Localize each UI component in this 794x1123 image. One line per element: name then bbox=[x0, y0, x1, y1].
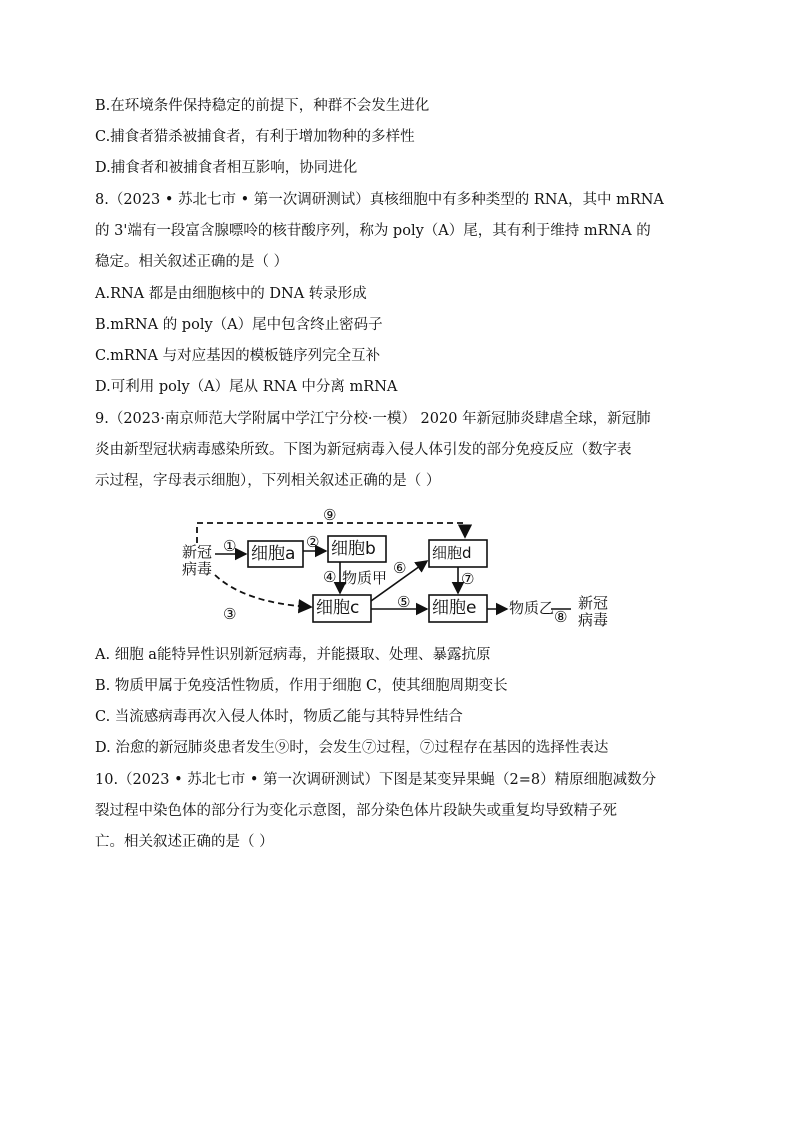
arrow-3 bbox=[215, 575, 311, 607]
cell-c-label: 细胞c bbox=[316, 598, 360, 618]
step-3-label: ③ bbox=[223, 605, 237, 623]
step-8-label: ⑧ bbox=[554, 608, 568, 626]
question-10-line-2: 裂过程中染色体的部分行为变化示意图，部分染色体片段缺失或重复均导致精子死 bbox=[95, 803, 617, 819]
cell-d-label: 细胞d bbox=[432, 544, 472, 562]
cell-b-label: 细胞b bbox=[331, 539, 376, 559]
option-b-q7: B.在环境条件保持稳定的前提下，种群不会发生进化 bbox=[95, 98, 430, 114]
step-4-label: ④ bbox=[323, 568, 337, 586]
option-c-q7: C.捕食者猎杀被捕食者，有利于增加物种的多样性 bbox=[95, 129, 415, 145]
option-c-q8: C.mRNA 与对应基因的模板链序列完全互补 bbox=[95, 348, 381, 364]
question-9-line-1: 9.（2023·南京师范大学附属中学江宁分校·一模） 2020 年新冠肺炎肆虐全球，新冠肺 bbox=[95, 411, 651, 427]
step-6-label: ⑥ bbox=[393, 559, 407, 577]
step-2-label: ② bbox=[306, 533, 320, 551]
option-d-q9: D. 治愈的新冠肺炎患者发生⑨时，会发生⑦过程，⑦过程存在基因的选择性表达 bbox=[95, 740, 609, 756]
option-b-q9: B. 物质甲属于免疫活性物质，作用于细胞 C，使其细胞周期变长 bbox=[95, 678, 508, 694]
step-1-label: ① bbox=[223, 537, 237, 555]
virus-label-left-2: 病毒 bbox=[182, 560, 213, 578]
virus-label-right-2: 病毒 bbox=[578, 611, 609, 629]
immune-response-diagram bbox=[175, 503, 625, 638]
step-7-label: ⑦ bbox=[461, 570, 475, 588]
step-5-label: ⑤ bbox=[397, 593, 411, 611]
question-10-line-3: 亡。相关叙述正确的是（ ） bbox=[95, 834, 274, 850]
cell-e-label: 细胞e bbox=[432, 598, 477, 618]
cell-a-label: 细胞a bbox=[251, 544, 296, 564]
option-c-q9: C. 当流感病毒再次入侵人体时，物质乙能与其特异性结合 bbox=[95, 709, 463, 725]
virus-label-right-1: 新冠 bbox=[578, 594, 609, 612]
question-8-line-3: 稳定。相关叙述正确的是（ ） bbox=[95, 254, 289, 270]
question-10-line-1: 10.（2023 • 苏北七市 • 第一次调研测试）下图是某变异果蝇（2=8）精原细胞减数分 bbox=[95, 772, 657, 788]
question-9-line-3: 示过程，字母表示细胞），下列相关叙述正确的是（ ） bbox=[95, 473, 441, 489]
option-a-q9: A. 细胞 a能特异性识别新冠病毒，并能摄取、处理、暴露抗原 bbox=[95, 647, 491, 663]
question-9-line-2: 炎由新型冠状病毒感染所致。下图为新冠病毒入侵人体引发的部分免疫反应（数字表 bbox=[95, 442, 632, 458]
option-d-q7: D.捕食者和被捕食者相互影响，协同进化 bbox=[95, 160, 358, 176]
option-b-q8: B.mRNA 的 poly（A）尾中包含终止密码子 bbox=[95, 317, 383, 333]
virus-label-left-1: 新冠 bbox=[182, 543, 213, 561]
question-8-line-1: 8.（2023 • 苏北七市 • 第一次调研测试）真核细胞中有多种类型的 RNA，其中 mRNA bbox=[95, 192, 664, 208]
option-a-q8: A.RNA 都是由细胞核中的 DNA 转录形成 bbox=[95, 286, 367, 302]
option-d-q8: D.可利用 poly（A）尾从 RNA 中分离 mRNA bbox=[95, 379, 398, 395]
substance-yi-label: 物质乙 bbox=[509, 599, 555, 617]
substance-jia-label: 物质甲 bbox=[342, 569, 388, 587]
question-8-line-2: 的 3'端有一段富含腺嘌呤的核苷酸序列，称为 poly（A）尾，其有利于维持 mRNA 的 bbox=[95, 223, 651, 239]
step-9-label: ⑨ bbox=[323, 506, 337, 524]
